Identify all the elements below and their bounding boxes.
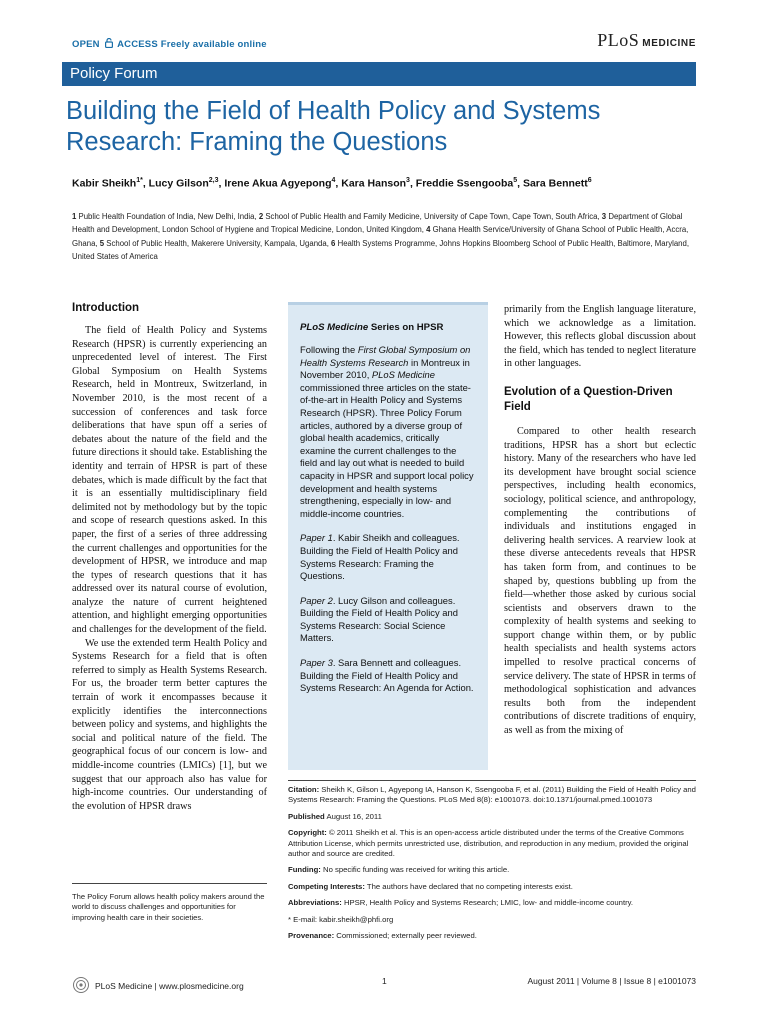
continued-paragraph: primarily from the English language literature, which we acknowledge as a limitation. However, this reflects global discussion about the field, which has tended to neglect literature in other languages.	[504, 304, 696, 370]
provenance-line: Provenance: Commissioned; externally peer reviewed.	[288, 931, 477, 941]
funding-line: Funding: No specific funding was received for writing this article.	[288, 865, 510, 875]
divider	[72, 883, 267, 884]
citation-block	[288, 780, 696, 947]
series-sidebar-box	[288, 302, 488, 770]
author: Lucy Gilson	[148, 177, 209, 190]
email-line: * E-mail: kabir.sheikh@phfi.org	[288, 914, 394, 924]
page-number: 1	[382, 976, 387, 986]
section-banner	[62, 62, 696, 86]
copyright-line: Copyright: © 2011 Sheikh et al. This is an open-access article distributed under the terms of the Creative Commons Attribution License, which permits unrestricted use, distribution, and reproduction in any medium, provided the original author and source are credited.	[288, 828, 689, 859]
sidebar-paper-item: Paper 1. Kabir Sheikh and colleagues. Building the Field of Health Policy and Systems Research: Framing the Questions.	[300, 532, 460, 582]
section-heading-evolution: Evolution of a Question-Driven Field	[504, 385, 673, 413]
policy-forum-note: The Policy Forum allows health policy makers around the world to discuss challenges and opportunities for improving health care in their societies.	[72, 892, 265, 922]
article-title: Building the Field of Health Policy and Systems Research: Framing the Questions	[66, 97, 601, 156]
sidebar-title: PLoS Medicine Series on HPSR	[300, 322, 444, 333]
published-line: Published August 16, 2011	[288, 811, 382, 821]
author: Sara Bennett	[522, 177, 588, 190]
evolution-paragraph: Compared to other health research traditions, HPSR has a short but eclectic history. Many of the researchers who have led its development have brought social science perspectives, including health economics, sociology, political science, and anthropology, complementing the contributions of individuals and institutions engaged in delivering health services. A rearview look at these diverse antecedents reveals that HPSR has taken form from, and continues to be shaped by, questions bubbling up from the field—whether those asked by curious social scientists and observers drawn to the complexity of health systems and seeking to support change within them, or by public health specialists and health systems actors impelled to resolve practical concerns of service delivery. The state of HPSR in terms of methodological sophistication and advances results both from the independent contributions of discrete traditions of enquiry, as well as from the mixing of	[504, 425, 696, 737]
right-column	[504, 303, 696, 738]
divider	[288, 780, 696, 781]
footer-issue-info: August 2011 | Volume 8 | Issue 8 | e1001073	[527, 976, 696, 986]
open-lock-icon	[105, 38, 113, 48]
intro-paragraph: We use the extended term Health Policy and Systems Research for a field that is often referred to simply as Health Systems Research. For us, the broader term better captures the terrain of work it encompasses because it explicitly identifies the interconnections between policy and systems, and highlights the social and political nature of the field. The geographical focus of our concern is low- and middle-income countries (LMICs) [1], but we suggest that our approach also has value for high-income countries. Our understanding of the evolution of HPSR draws	[72, 637, 267, 812]
section-heading-introduction: Introduction	[72, 302, 140, 314]
author: Kabir Sheikh	[72, 177, 137, 190]
page-footer	[72, 972, 696, 992]
plos-logo-icon	[72, 976, 90, 994]
footer-journal-link[interactable]: PLoS Medicine | www.plosmedicine.org	[95, 981, 244, 991]
competing-interests-line: Competing Interests: The authors have declared that no competing interests exist.	[288, 881, 573, 891]
author: Kara Hanson	[341, 177, 407, 190]
author: Freddie Ssengooba	[415, 177, 514, 190]
author: Irene Akua Agyepong	[224, 177, 332, 190]
sidebar-paper-item: Paper 3. Sara Bennett and colleagues. Building the Field of Health Policy and Systems Research: An Agenda for Action.	[300, 657, 474, 694]
sidebar-paper-item: Paper 2. Lucy Gilson and colleagues. Building the Field of Health Policy and Systems Research: Social Science Matters.	[300, 594, 458, 644]
sidebar-intro: Following the First Global Symposium on Health Systems Research in Montreux in November 2010, PLoS Medicine commissioned three articles on the state-of-the-art in Health Policy and Systems Research (HPSR). Three Policy Forum articles, authored by a diverse group of global health academics, critically examine the current challenges to the field and lay out what is needed to build capacity in HPSR and support local policy development and health systems strengthening, especially in low- and middle-income countries.	[300, 344, 474, 519]
affiliations: 1 Public Health Foundation of India, New Delhi, India, 2 School of Public Health and Family Medicine, University of Cape Town, Cape Town, South Africa, 3 Department of Global Health and Development, London School of Hygiene and Tropical Medicine, London, United Kingdom, 4 Ghana Health Service/University of Ghana School of Public Health, Accra, Ghana, 5 School of Public Health, Makerere University, Kampala, Uganda, 6 Health Systems Programme, Johns Hopkins Bloomberg School of Public Health, Baltimore, Maryland, United States of America	[72, 212, 690, 261]
left-column	[72, 301, 267, 813]
open-access-banner: OPEN ACCESS Freely available online	[72, 39, 267, 50]
intro-paragraph: The field of Health Policy and Systems Research (HPSR) is currently experiencing an unprecedented level of interest. The First Global Symposium on Health Systems Research, held in Montreux, Switzerland, in November 2010, is the most recent of a succession of conferences and task force deliberations that have spun off a series of debates about the nature of the field and the future directions it should take. Establishing the identity and terrain of HPSR is part of these debates, which is made difficult by the fact that it is an essentially multidisciplinary field delimited not by methodology but by the topic and scope of research questions asked. In this paper, the first of a series of three addressing the current challenges and opportunities for the development of HPSR, we introduce and map the types of research questions that it has addressed over its natural course of evolution, analyze the nature of current heightened attention, and highlight emerging opportunities and challenges for the development of the field.	[72, 325, 267, 636]
abbreviations-line: Abbreviations: HPSR, Health Policy and Systems Research; LMIC, low- and middle-income country.	[288, 898, 634, 908]
citation-line: Citation: Sheikh K, Gilson L, Agyepong IA, Hanson K, Ssengooba F, et al. (2011) Building the Field of Health Policy and Systems Research: Framing the Questions. PLoS Med 8(8): e1001073. doi:10.1371/journal.pmed.1001073	[288, 785, 696, 805]
author-list: Kabir Sheikh$^{1*}$, Lucy Gilson$^{2,3}$, Irene Akua Agyepong$^4$, Kara Hanson$^3$, Freddie Ssengooba$^5$, Sara Bennett$^6$	[72, 177, 592, 190]
journal-logo: PLoS MEDICINE	[597, 30, 696, 50]
section-label: Policy Forum	[70, 65, 158, 82]
